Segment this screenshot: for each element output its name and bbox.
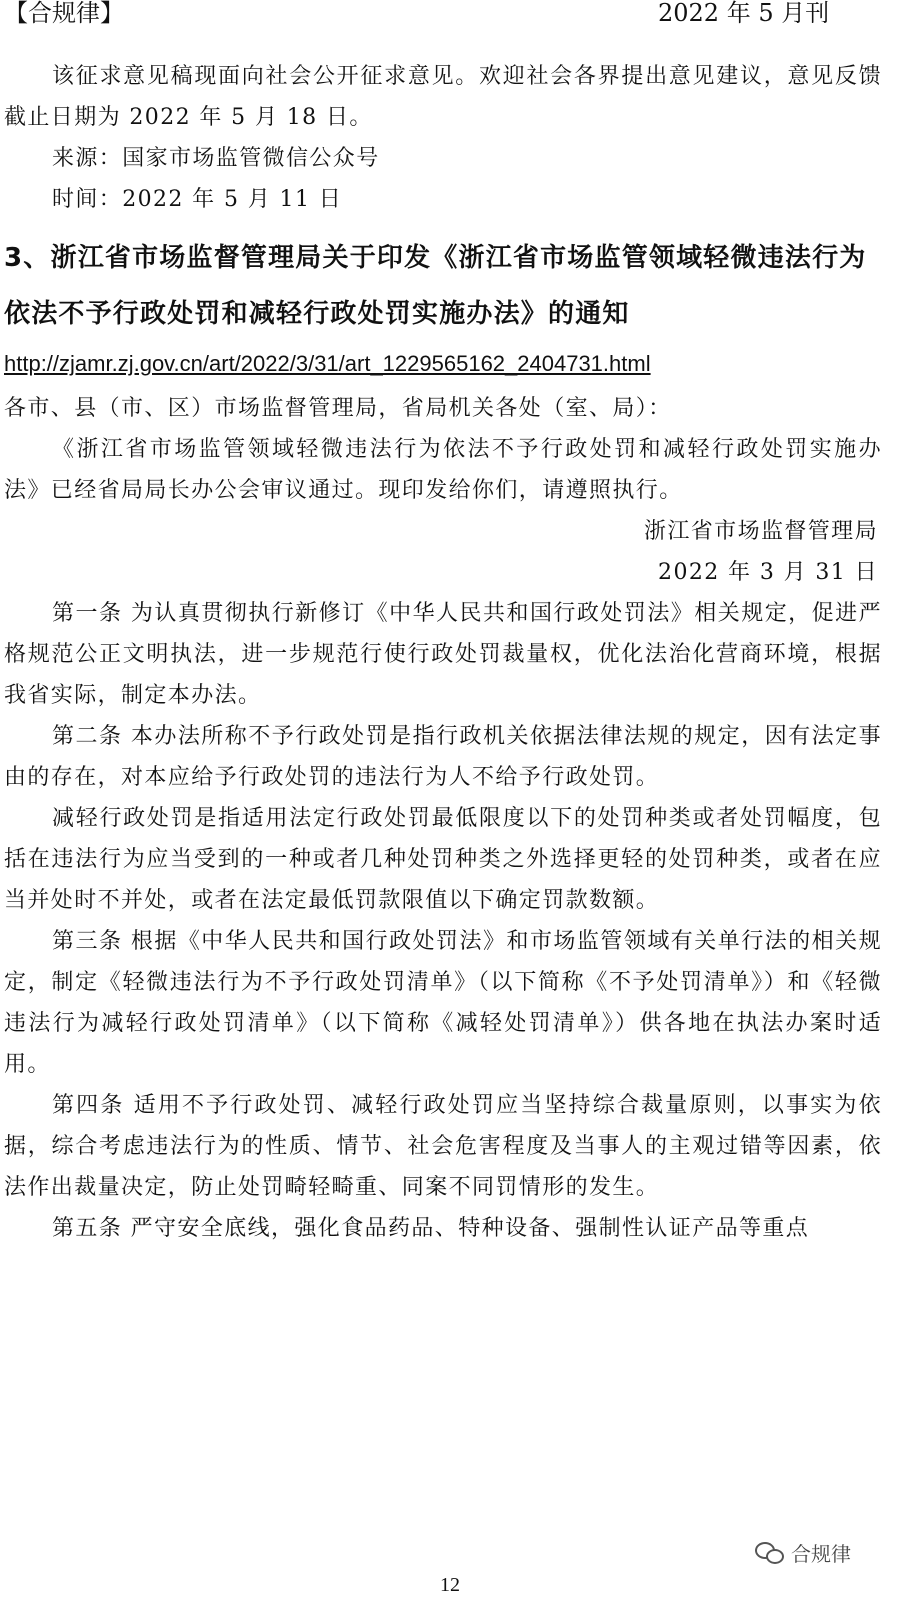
source-line: 来源：国家市场监管微信公众号: [52, 146, 380, 171]
issuer-signature: 浙江省市场监督管理局: [643, 519, 878, 544]
article-paragraph: 第四条 适用不予行政处罚、减轻行政处罚应当坚持综合裁量原则，以事实为依据，综合考虑违法行为的性质、情节、社会危害程度及当事人的主观过错等因素，依法作出裁量决定，防止处罚畸轻畸重、同案不同罚情形的发生。: [4, 1093, 882, 1200]
journal-name: 【合规律】: [4, 0, 124, 27]
notice-paragraph: 《浙江省市场监管领域轻微违法行为依法不予行政处罚和减轻行政处罚实施办法》已经省局局长办公会审议通过。现印发给你们，请遵照执行。: [4, 437, 882, 503]
issue-date: 2022 年 5 月刊: [658, 0, 830, 27]
issue-date-line: 2022 年 3 月 31 日: [658, 560, 878, 585]
source-link[interactable]: http://zjamr.zj.gov.cn/art/2022/3/31/art_1229565162_2404731.html: [4, 351, 651, 376]
section-heading: 3、浙江省市场监督管理局关于印发《浙江省市场监管领域轻微违法行为依法不予行政处罚和减轻行政处罚实施办法》的通知: [4, 243, 867, 329]
article-paragraph: 减轻行政处罚是指适用法定行政处罚最低限度以下的处罚种类或者处罚幅度，包括在违法行为应当受到的一种或者几种处罚种类之外选择更轻的处罚种类，或者在应当并处时不并处，或者在法定最低罚款限值以下确定罚款数额。: [4, 806, 882, 913]
page-header: [0, 0, 900, 34]
wechat-icon: [755, 1540, 785, 1564]
article-paragraph: 第二条 本办法所称不予行政处罚是指行政机关依据法律法规的规定，因有法定事由的存在，对本应给予行政处罚的违法行为人不给予行政处罚。: [4, 724, 882, 790]
watermark-text: 合规律: [791, 1541, 851, 1566]
wechat-watermark: [755, 1536, 851, 1568]
intro-paragraph: 该征求意见稿现面向社会公开征求意见。欢迎社会各界提出意见建议，意见反馈截止日期为 2022 年 5 月 18 日。: [4, 64, 882, 130]
document-body: [4, 56, 882, 1249]
article-paragraph: 第一条 为认真贯彻执行新修订《中华人民共和国行政处罚法》相关规定，促进严格规范公正文明执法，进一步规范行使行政处罚裁量权，优化法治化营商环境，根据我省实际，制定本办法。: [4, 601, 882, 708]
addressee-line: 各市、县（市、区）市场监督管理局，省局机关各处（室、局）：: [4, 396, 672, 421]
time-line: 时间：2022 年 5 月 11 日: [52, 187, 343, 212]
page-number: 12: [440, 1574, 460, 1596]
article-paragraph: 第三条 根据《中华人民共和国行政处罚法》和市场监管领域有关单行法的相关规定，制定《轻微违法行为不予行政处罚清单》（以下简称《不予处罚清单》）和《轻微违法行为减轻行政处罚清单》（以下简称《减轻处罚清单》）供各地在执法办案时适用。: [4, 929, 882, 1077]
article-paragraph: 第五条 严守安全底线，强化食品药品、特种设备、强制性认证产品等重点: [52, 1216, 810, 1241]
